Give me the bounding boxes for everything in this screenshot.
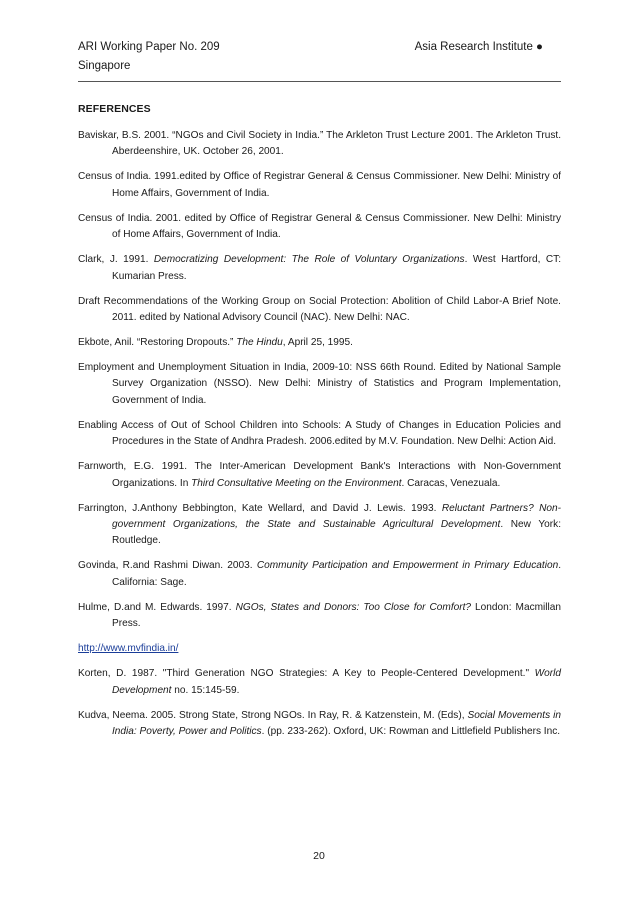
header-institute: Asia Research Institute ●	[414, 41, 543, 53]
reference-item: Census of India. 1991.edited by Office of Registrar General & Census Commissioner. New Delhi: Ministry of Home Affairs, Government of India.	[78, 171, 561, 199]
reference-item: Kudva, Neema. 2005. Strong State, Strong NGOs. In Ray, R. & Katzenstein, M. (Eds), Social Movements in India: Poverty, Power and Politics. (pp. 233-262). Oxford, UK: Rowman and Littlefield Publishers Inc.	[78, 709, 561, 738]
mvf-website-link[interactable]: http://www.mvfindia.in/	[78, 643, 179, 655]
reference-item: Ekbote, Anil. “Restoring Dropouts.” The Hindu, April 25, 1995.	[78, 337, 353, 349]
reference-item: Draft Recommendations of the Working Group on Social Protection: Abolition of Child Labor-A Brief Note. 2011. edited by National Advisory Council (NAC). New Delhi: NAC.	[78, 295, 561, 324]
reference-item: Enabling Access of Out of School Children into Schools: A Study of Changes in Education Policies and Procedures in the State of Andhra Pradesh. 2006.edited by M.V. Foundation. New Delhi: Action Aid.	[78, 419, 561, 448]
reference-item: Farrington, J.Anthony Bebbington, Kate Wellard, and David J. Lewis. 1993. Reluctant Partners? Non-government Organizations, the State and Sustainable Agricultural Development. New York: Routledge.	[78, 502, 562, 547]
header-paper-number: ARI Working Paper No. 209	[78, 41, 220, 53]
header-divider	[78, 81, 561, 82]
running-header	[78, 38, 561, 76]
page-number: 20	[313, 850, 325, 862]
reference-item: Hulme, D.and M. Edwards. 1997. NGOs, States and Donors: Too Close for Comfort? London: Macmillan Press.	[78, 601, 561, 630]
reference-list	[78, 128, 561, 749]
reference-item: Govinda, R.and Rashmi Diwan. 2003. Community Participation and Empowerment in Primary Education. California: Sage.	[78, 560, 562, 588]
reference-item: Census of India. 2001. edited by Office of Registrar General & Census Commissioner. New Delhi: Ministry of Home Affairs, Government of India.	[78, 212, 561, 241]
section-heading: REFERENCES	[78, 103, 151, 115]
reference-item: Baviskar, B.S. 2001. “NGOs and Civil Society in India.” The Arkleton Trust Lecture 2001. The Arkleton Trust. Aberdeenshire, UK. October 26, 2001.	[78, 130, 561, 158]
reference-item: Korten, D. 1987. "Third Generation NGO Strategies: A Key to People-Centered Development." World Development no. 15:145-59.	[78, 668, 561, 696]
reference-item: Employment and Unemployment Situation in India, 2009-10: NSS 66th Round. Edited by National Sample Survey Organization (NSSO). New Delhi: Ministry of Statistics and Program Implementation, Government of India.	[78, 362, 561, 406]
reference-item	[78, 641, 561, 657]
reference-item: Farnworth, E.G. 1991. The Inter-American Development Bank's Interactions with Non-Government Organizations. In Third Consultative Meeting on the Environment. Caracas, Venezuala.	[78, 461, 561, 489]
reference-item: Clark, J. 1991. Democratizing Development: The Role of Voluntary Organizations. West Hartford, CT: Kumarian Press.	[78, 254, 561, 282]
header-location: Singapore	[78, 60, 131, 72]
